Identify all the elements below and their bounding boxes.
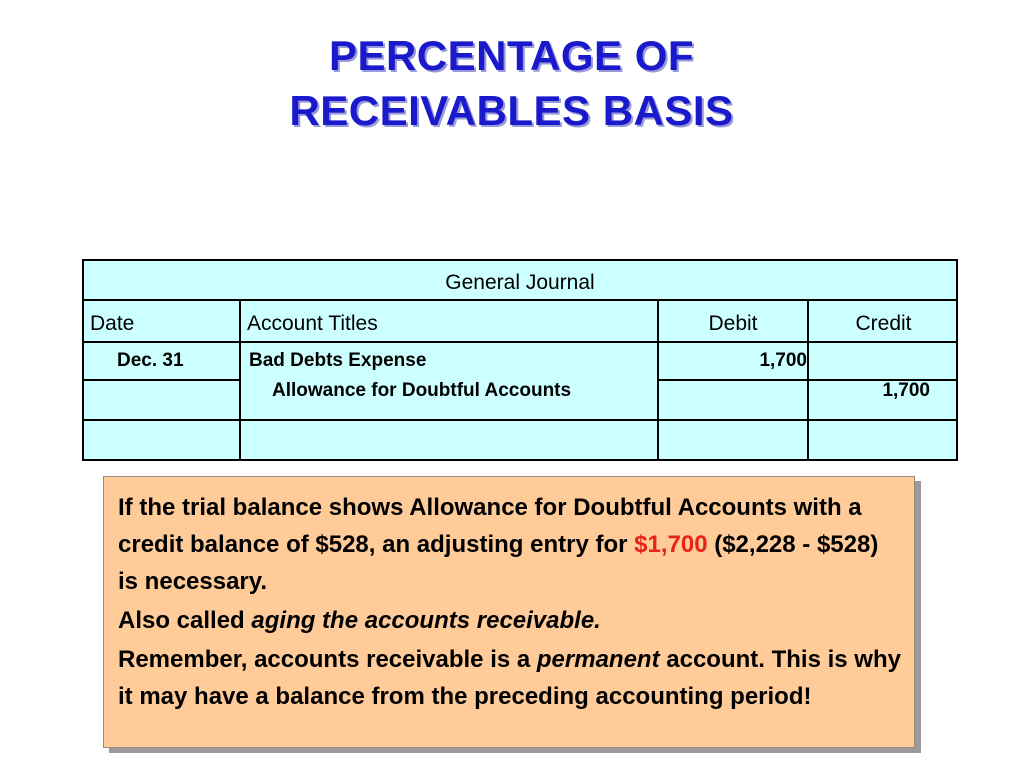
info-box [103,476,915,748]
info-para3-text: Remember, accounts receivable is a [118,646,537,673]
journal-title: General Journal [445,271,595,294]
journal-col-rule-1 [239,299,241,459]
info-para1-end: ($2,228 - $528) is necessary. [118,531,879,595]
info-paragraph-2 [118,602,902,639]
info-para3-italic: permanent [536,646,660,673]
column-header-date: Date [90,312,135,335]
entry-date: Dec. 31 [117,350,184,371]
info-para2-text: Also called [118,607,252,634]
journal-rule-2 [84,341,956,343]
title-line-2: RECEIVABLES BASIS [289,87,734,134]
page-title [0,28,1023,138]
info-para1-text: If the trial balance shows Allowance for Doubtful Accounts with a credit balance of $528, an adjusting entry for [118,494,862,558]
column-header-debit: Debit [708,312,758,335]
journal-date-row-rule [84,379,239,381]
title-line-1: PERCENTAGE OF [328,32,695,79]
column-header-credit: Credit [855,312,912,335]
entry-credit-amount: 1,700 [882,380,930,401]
info-para2-italic: aging the accounts receivable. [251,607,601,634]
entry-debit-amount: 1,700 [759,350,807,371]
column-header-account-titles: Account Titles [247,312,378,335]
info-amount-highlight: $1,700 [634,531,708,558]
general-journal-table [82,259,958,461]
info-paragraph-3 [118,641,902,715]
entry-debit-account: Bad Debts Expense [249,350,427,371]
journal-rule-1 [84,299,956,301]
info-paragraph-1 [118,489,902,600]
info-para3-end: account. This is why it may have a balance from the preceding accounting period! [118,646,901,710]
journal-rule-3 [84,419,956,421]
entry-credit-account: Allowance for Doubtful Accounts [272,380,572,401]
